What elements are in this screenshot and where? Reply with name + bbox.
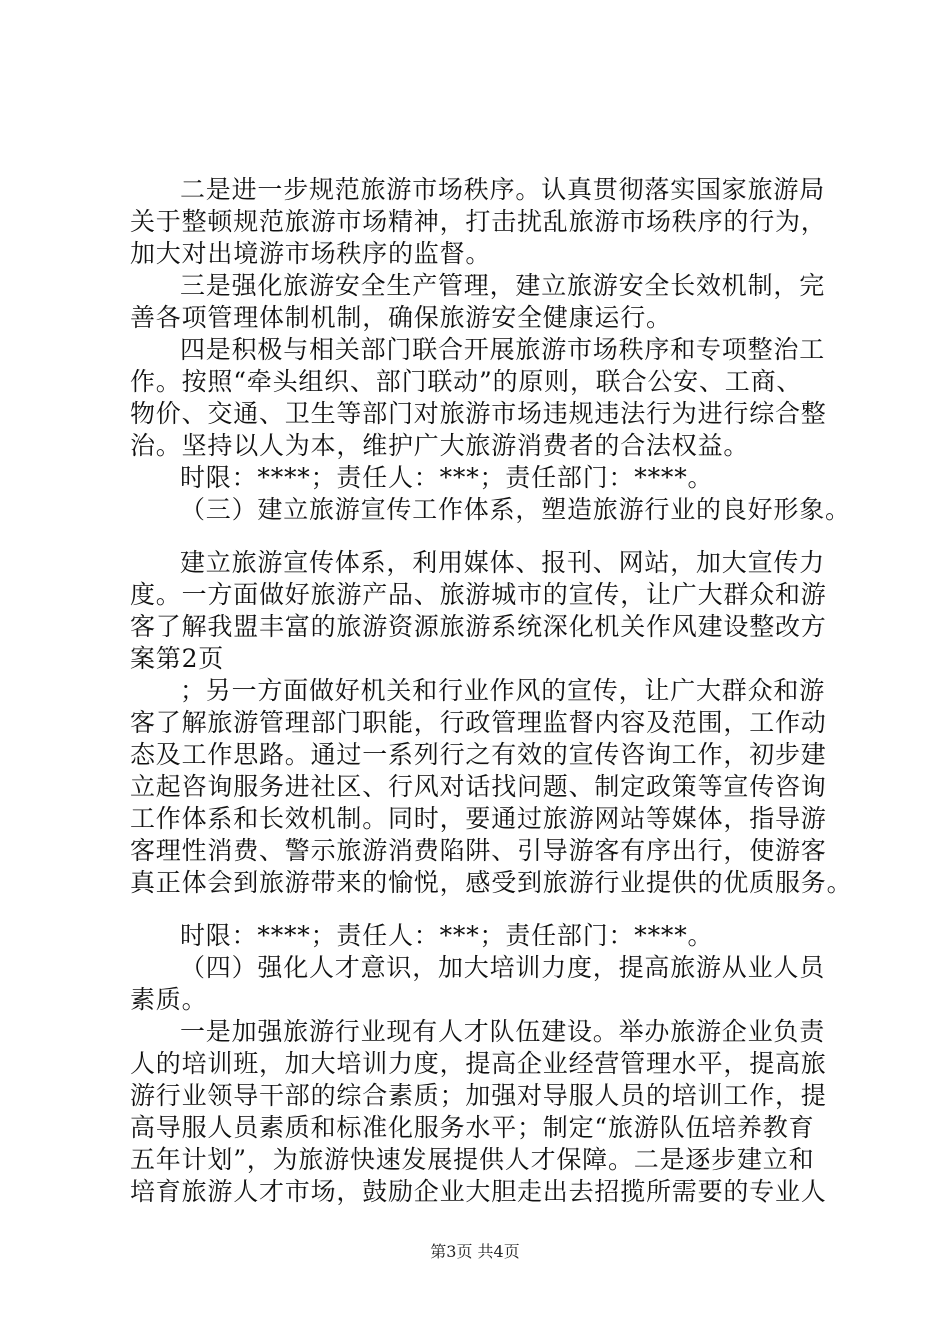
text-line: 人的培训班，加大培训力度，提高企业经营管理水平，提高旅 [130,1049,827,1078]
text-line: 时限：****；责任人：***；责任部门：****。 [180,463,714,492]
text-line: 客了解旅游管理部门职能，行政管理监督内容及范围，工作动 [130,708,827,737]
text-line: 二是进一步规范旅游市场秩序。认真贯彻落实国家旅游局 [180,175,826,204]
text-line: 客了解我盟丰富的旅游资源旅游系统深化机关作风建设整改方 [130,612,827,641]
text-line: 建立旅游宣传体系，利用媒体、报刊、网站，加大宣传力 [180,548,826,577]
text-line: 四是积极与相关部门联合开展旅游市场秩序和专项整治工 [180,335,826,364]
text-line: 关于整顿规范旅游市场精神，打击扰乱旅游市场秩序的行为， [130,207,827,236]
text-line: 高导服人员素质和标准化服务水平；制定“旅游队伍培养教育 [130,1113,815,1142]
text-line: 度。一方面做好旅游产品、旅游城市的宣传，让广大群众和游 [130,580,827,609]
text-line: 作。按照“牵头组织、部门联动”的原则，联合公安、工商、 [130,367,803,396]
text-line: 物价、交通、卫生等部门对旅游市场违规违法行为进行综合整 [130,399,827,428]
text-line: 治。坚持以人为本，维护广大旅游消费者的合法权益。 [130,431,750,460]
text-line: 工作体系和长效机制。同时，要通过旅游网站等媒体，指导游 [130,804,827,833]
section-heading: （四）强化人才意识，加大培训力度，提高旅游从业人员 [180,953,826,982]
section-heading: （三）建立旅游宣传工作体系，塑造旅游行业的良好形象。 [180,495,851,524]
text-line: 真正体会到旅游带来的愉悦，感受到旅游行业提供的优质服务。 [130,868,853,897]
text-line: ；另一方面做好机关和行业作风的宣传，让广大群众和游 [180,676,826,705]
text-line: 时限：****；责任人：***；责任部门：****。 [180,921,714,950]
text-line: 立起咨询服务进社区、行风对话找问题、制定政策等宣传咨询 [130,772,827,801]
section-heading: 素质。 [130,985,208,1014]
text-line: 加大对出境游市场秩序的监督。 [130,239,492,268]
text-line: 三是强化旅游安全生产管理，建立旅游安全长效机制，完 [180,271,826,300]
text-line: 五年计划”，为旅游快速发展提供人才保障。二是逐步建立和 [130,1145,815,1174]
text-line: 态及工作思路。通过一系列行之有效的宣传咨询工作，初步建 [130,740,827,769]
text-line: 培育旅游人才市场，鼓励企业大胆走出去招揽所需要的专业人 [130,1177,827,1206]
text-line: 善各项管理体制机制，确保旅游安全健康运行。 [130,303,672,332]
text-line: 游行业领导干部的综合素质；加强对导服人员的培训工作，提 [130,1081,827,1110]
text-line: 一是加强旅游行业现有人才队伍建设。举办旅游企业负责 [180,1017,826,1046]
text-line: 客理性消费、警示旅游消费陷阱、引导游客有序出行，使游客 [130,836,827,865]
text-line: 案第2页 [130,644,225,673]
page-number-footer: 第3页 共4页 [430,1242,520,1261]
